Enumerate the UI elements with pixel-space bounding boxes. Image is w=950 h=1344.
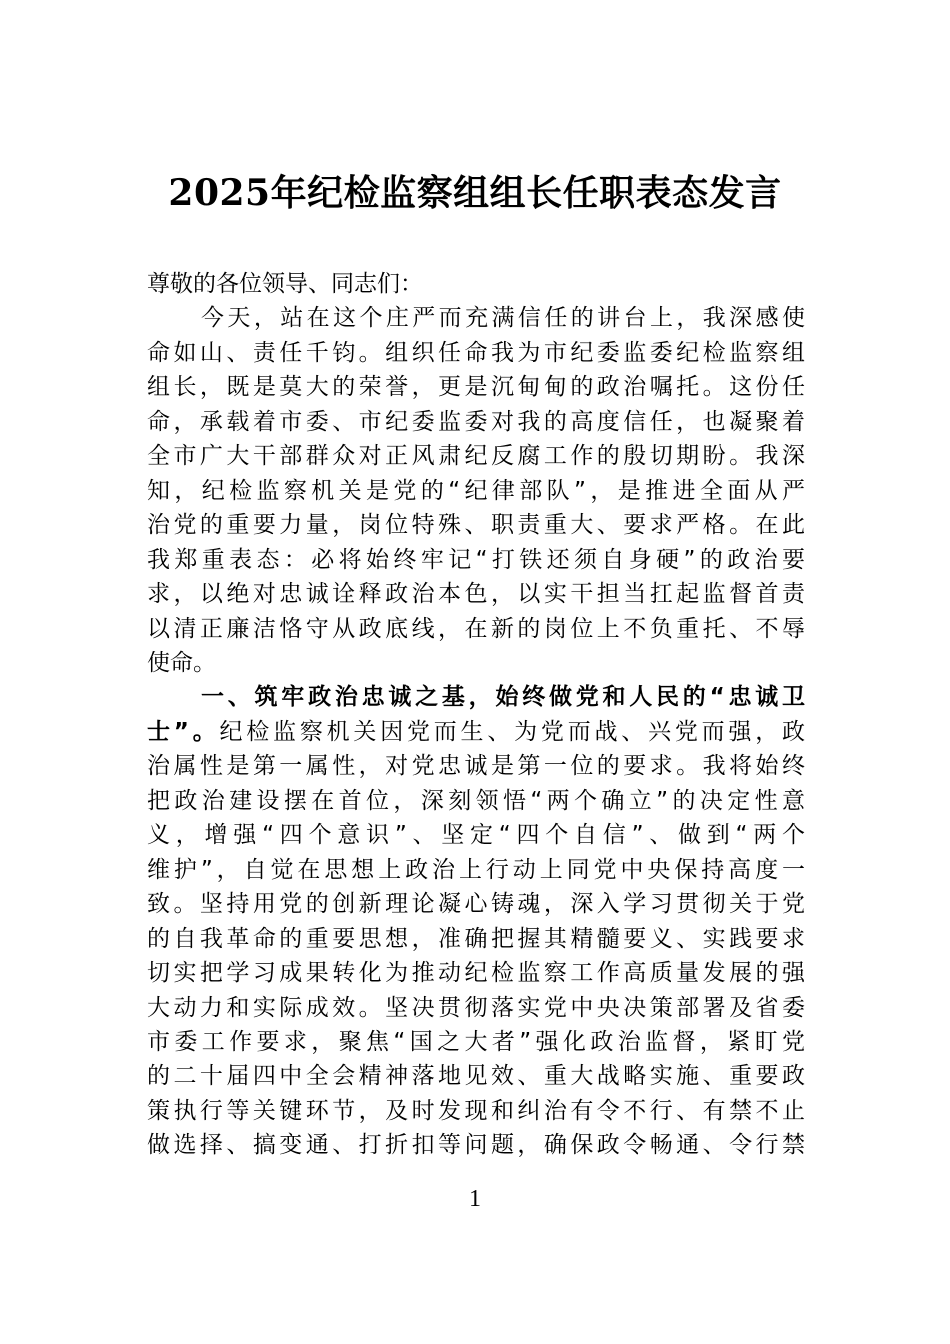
page-number: 1	[469, 1186, 481, 1212]
paragraph-line: 致。坚持用党的创新理论凝心铸魂，深入学习贯彻关于党	[147, 891, 805, 918]
paragraph-line: 使命。	[147, 649, 216, 676]
paragraph-line: 以清正廉洁恪守从政底线，在新的岗位上不负重托、不辱	[147, 615, 805, 642]
document-title: 2025年纪检监察组组长任职表态发言	[168, 172, 782, 214]
paragraph-line: 组长，既是莫大的荣誉，更是沉甸甸的政治嘱托。这份任	[147, 374, 805, 401]
paragraph-line: 全市广大干部群众对正风肃纪反腐工作的殷切期盼。我深	[147, 443, 805, 470]
paragraph-line: 命，承载着市委、市纪委监委对我的高度信任，也凝聚着	[147, 408, 805, 435]
section-heading-tail: 士”。	[147, 718, 220, 745]
paragraph-line: 把政治建设摆在首位，深刻领悟“两个确立”的决定性意	[147, 787, 805, 814]
paragraph-line: 市委工作要求，聚焦“国之大者”强化政治监督，紧盯党	[147, 1028, 805, 1055]
paragraph-line: 义，增强“四个意识”、坚定“四个自信”、做到“两个	[147, 822, 805, 849]
paragraph-line: 命如山、责任千钧。组织任命我为市纪委监委纪检监察组	[147, 339, 805, 366]
paragraph-line: 切实把学习成果转化为推动纪检监察工作高质量发展的强	[147, 960, 805, 987]
salutation: 尊敬的各位领导、同志们：	[147, 271, 423, 297]
document-body	[147, 267, 805, 1163]
section-heading: 一、筑牢政治忠诚之基，始终做党和人民的“忠诚卫	[201, 684, 805, 711]
paragraph-section-one	[147, 680, 805, 1162]
paragraph-line: 求，以绝对忠诚诠释政治本色，以实干担当扛起监督首责	[147, 581, 805, 608]
paragraph-line: 治党的重要力量，岗位特殊、职责重大、要求严格。在此	[147, 512, 805, 539]
paragraph-line-text: 纪检监察机关因党而生、为党而战、兴党而强，政	[219, 718, 805, 745]
paragraph-line: 维护”，自觉在思想上政治上行动上同党中央保持高度一	[147, 856, 805, 883]
paragraph-line: 做选择、搞变通、打折扣等问题，确保政令畅通、令行禁	[147, 1132, 805, 1159]
paragraph-line: 我郑重表态：必将始终牢记“打铁还须自身硬”的政治要	[147, 546, 805, 573]
paragraph-line: 知，纪检监察机关是党的“纪律部队”，是推进全面从严	[147, 477, 805, 504]
paragraph-line	[147, 715, 805, 749]
paragraph-line: 治属性是第一属性，对党忠诚是第一位的要求。我将始终	[147, 753, 805, 780]
paragraph-intro	[147, 301, 805, 680]
paragraph-line: 的二十届四中全会精神落地见效、重大战略实施、重要政	[147, 1063, 805, 1090]
paragraph-line: 大动力和实际成效。坚决贯彻落实党中央决策部署及省委	[147, 994, 805, 1021]
paragraph-line: 策执行等关键环节，及时发现和纠治有令不行、有禁不止	[147, 1097, 805, 1124]
paragraph-line: 今天，站在这个庄严而充满信任的讲台上，我深感使	[201, 305, 805, 332]
paragraph-line: 的自我革命的重要思想，准确把握其精髓要义、实践要求	[147, 925, 805, 952]
